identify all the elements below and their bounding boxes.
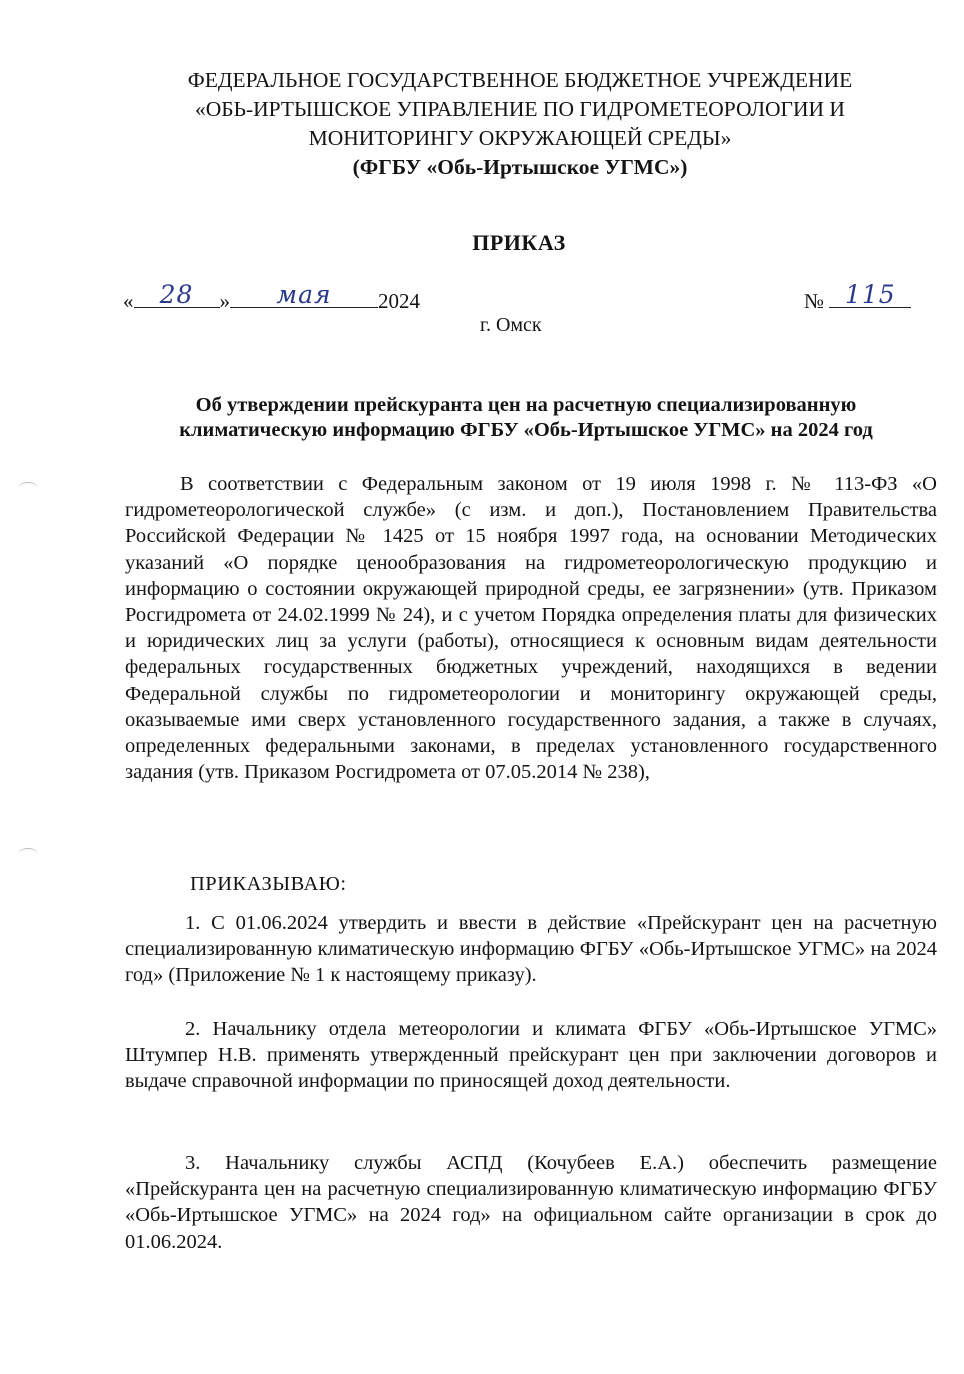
order-number: [804, 280, 911, 314]
header-line: МОНИТОРИНГУ ОКРУЖАЮЩЕЙ СРЕДЫ»: [308, 126, 732, 150]
preamble-paragraph: В соответствии с Федеральным законом от 19 июля 1998 г. № 113-ФЗ «О гидрометеорологической службе» (с изм. и доп.), Постановлением Правительства Российской Федерации № 1425 от 15 ноября 1997 года, на основании Методических указаний «О порядке ценообразования на гидрометеорологическую продукцию и информацию о состоянии окружающей природной среды, ее загрязнении» (утв. Приказом Росгидромета от 24.02.1999 № 24), и с учетом Порядка определения платы для физических и юридических лиц за услуги (работы), относящиеся к основным видам деятельности федеральных государственных бюджетных учреждений, находящихся в ведении Федеральной службы по гидрометеорологии и мониторингу окружающей среды, оказываемые ими сверх установленного государственного задания, а также в случаях, определенных федеральными законами, в пределах установленного государственного задания (утв. Приказом Росгидромета от 07.05.2014 № 238),: [125, 473, 937, 784]
date-day-field: [134, 280, 220, 309]
scan-edge-mark: [18, 482, 38, 495]
document-title: ПРИКАЗ: [472, 230, 566, 255]
date-month-field: [230, 280, 378, 309]
header-abbreviation: (ФГБУ «Обь-Иртышское УГМС»): [352, 155, 688, 179]
number-sign: №: [804, 289, 825, 313]
header-line: ФЕДЕРАЛЬНОЕ ГОСУДАРСТВЕННОЕ БЮДЖЕТНОЕ УЧРЕЖДЕНИЕ: [187, 68, 853, 92]
header-line: «ОБЬ-ИРТЫШСКОЕ УПРАВЛЕНИЕ ПО ГИДРОМЕТЕОРОЛОГИИ И: [195, 97, 845, 121]
date-year: 2024: [378, 289, 420, 313]
subject-line: Об утверждении прейскуранта цен на расчетную специализированную: [195, 394, 857, 416]
order-date: [123, 280, 420, 314]
order-item: 1. С 01.06.2024 утвердить и ввести в действие «Прейскурант цен на расчетную специализированную климатическую информацию ФГБУ «Обь-Иртышское УГМС» на 2024 год» (Приложение № 1 к настоящему приказу).: [125, 912, 937, 987]
order-item: 2. Начальнику отдела метеорологии и климата ФГБУ «Обь-Иртышское УГМС» Штумпер Н.В. применять утвержденный прейскурант цен при заключении договоров и выдаче справочной информации по приносящей доход деятельности.: [125, 1018, 937, 1093]
scan-edge-mark: [18, 848, 38, 861]
date-open-quote: «: [123, 289, 134, 313]
date-day-handwritten: 28: [159, 280, 194, 309]
organization-header: [130, 66, 910, 182]
date-close-quote: »: [219, 289, 230, 313]
order-word: ПРИКАЗЫВАЮ:: [190, 873, 347, 895]
order-item: 3. Начальнику службы АСПД (Кочубеев Е.А.) обеспечить размещение «Прейскуранта цен на расчетную специализированную климатическую информацию ФГБУ «Обь-Иртышское УГМС» на 2024 год» на официальном сайте организации в срок до 01.06.2024.: [125, 1152, 937, 1253]
city: г. Омск: [480, 314, 542, 336]
subject-line: климатическую информацию ФГБУ «Обь-Иртышское УГМС» на 2024 год: [179, 419, 873, 441]
number-field: [829, 280, 911, 309]
date-month-handwritten: мая: [276, 280, 332, 309]
number-handwritten: 115: [844, 280, 896, 309]
order-subject: [122, 393, 930, 443]
